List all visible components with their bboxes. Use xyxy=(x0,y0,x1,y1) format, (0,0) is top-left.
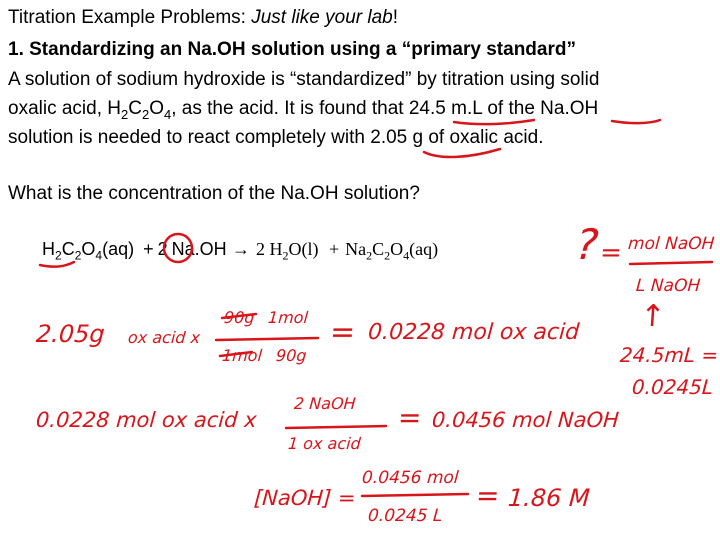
title-emphasis: Just like your lab xyxy=(251,7,393,28)
step1-top-2: 1mol xyxy=(267,308,309,327)
step3-label: [NaOH] = xyxy=(253,486,357,510)
step1-bottom-2: 90g xyxy=(275,346,308,365)
eq-coefficient: 2 xyxy=(157,239,168,259)
eq-text: C xyxy=(61,239,75,259)
eq-text: 2 H xyxy=(256,239,283,259)
ratio-denominator: L NaOH xyxy=(635,276,701,296)
title-prefix: Titration Example Problems: xyxy=(8,7,252,28)
subscript: 2 xyxy=(121,106,129,122)
body-text: O xyxy=(149,98,164,119)
eq-text: O xyxy=(390,239,404,259)
subscript: 4 xyxy=(95,248,103,263)
body-line-2 xyxy=(8,99,598,121)
eq-text: H xyxy=(42,239,55,259)
problem-heading: 1. Standardizing an Na.OH solution using a “primary standard” xyxy=(8,39,576,60)
underline-h2c2o4 xyxy=(40,262,74,267)
step1-bottom-1: 1mol xyxy=(221,346,263,365)
step1-mass: 2.05g xyxy=(35,320,106,348)
eq-text: Na xyxy=(345,239,367,259)
subscript: 4 xyxy=(403,248,410,263)
question: What is the concentration of the Na.OH solution? xyxy=(8,183,420,204)
step1-label: ox acid x xyxy=(127,328,201,347)
question-mark: ? xyxy=(574,220,601,269)
volume-l: 0.0245L xyxy=(631,375,714,399)
step2-start: 0.0228 mol ox acid x xyxy=(35,408,258,432)
subscript: 2 xyxy=(384,248,391,263)
step2-result: 0.0456 mol NaOH xyxy=(431,408,620,432)
step3-bar xyxy=(362,494,468,496)
volume-ml: 24.5mL = xyxy=(619,343,720,367)
up-arrow-icon: ↑ xyxy=(638,299,667,334)
step3-result: 1.86 M xyxy=(507,484,591,512)
step1-bar xyxy=(216,338,318,340)
step2-equals: = xyxy=(396,401,423,434)
step2-bottom: 1 ox acid xyxy=(287,434,362,453)
question-equals: = xyxy=(598,238,623,268)
subscript: 2 xyxy=(366,248,373,263)
eq-text: C xyxy=(372,239,385,259)
subscript: 2 xyxy=(282,248,289,263)
eq-text: (aq) xyxy=(409,239,439,259)
step1-equals: = xyxy=(328,315,357,350)
body-line-1: A solution of sodium hydroxide is “standardized” by titration using solid xyxy=(8,69,600,90)
eq-text: O(l) xyxy=(288,239,319,259)
step1-top-1: 90g xyxy=(223,308,256,327)
body-text: oxalic acid, H xyxy=(8,98,121,119)
eq-text: Na.OH xyxy=(171,239,227,259)
step2-top: 2 NaOH xyxy=(293,394,357,413)
ratio-numerator: mol NaOH xyxy=(627,234,716,254)
underline-2-05-g xyxy=(424,149,500,157)
step3-top: 0.0456 mol xyxy=(361,468,460,488)
title-suffix: ! xyxy=(392,7,399,28)
body-text: , as the acid. It is found that 24.5 m.L of the Na.OH xyxy=(171,98,599,119)
eq-plus: + xyxy=(143,239,154,259)
step1-result: 0.0228 mol ox acid xyxy=(367,320,581,345)
subscript: 2 xyxy=(55,248,62,263)
step3-equals: = xyxy=(474,479,501,512)
subscript: 2 xyxy=(141,106,150,122)
step3-bottom: 0.0245 L xyxy=(367,506,444,526)
reaction-equation xyxy=(42,240,227,262)
step2-bar xyxy=(286,426,386,428)
right-arrow-icon: → xyxy=(232,239,250,259)
eq-text: (aq) xyxy=(102,239,135,259)
eq-plus: + xyxy=(329,239,340,259)
eq-text: O xyxy=(81,239,96,259)
ratio-bar xyxy=(630,262,712,264)
underline-naoh xyxy=(612,120,660,123)
subscript: 4 xyxy=(163,106,172,122)
subscript: 2 xyxy=(74,248,82,263)
title-line xyxy=(8,8,398,27)
body-text: C xyxy=(128,98,142,119)
reaction-products xyxy=(232,240,438,262)
body-line-3: solution is needed to react completely with 2.05 g of oxalic acid. xyxy=(8,127,544,148)
